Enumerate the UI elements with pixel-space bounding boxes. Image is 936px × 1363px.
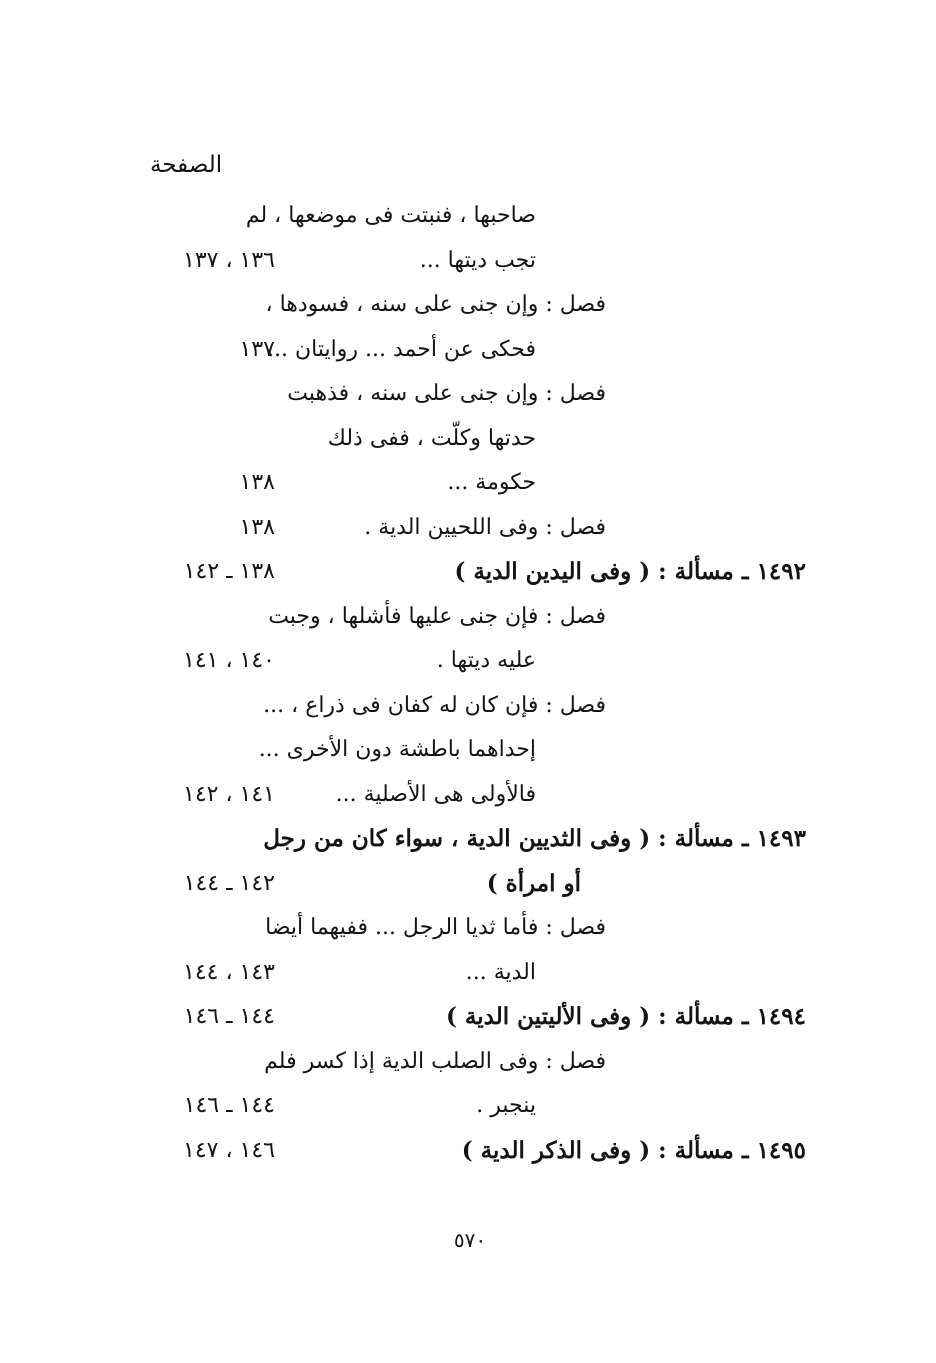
entry-page-ref: ١٣٧ [239, 336, 275, 362]
masala-heading: ١٤٩٤ ـ مسألة : ( وفى الأليتين الدية ) [446, 1003, 806, 1030]
entry-page-ref: ١٣٦ ، ١٣٧ [183, 247, 275, 273]
index-entry-row [0, 240, 936, 285]
index-entry-row [0, 996, 936, 1041]
index-entry-row [0, 373, 936, 418]
entry-page-ref: ١٣٨ [239, 470, 275, 495]
index-entry-row [0, 462, 936, 507]
masala-heading: ١٤٩٣ ـ مسألة : ( وفى الثديين الدية ، سواء كان من رجل [263, 825, 806, 852]
index-entry-row [0, 329, 936, 374]
index-entry-row [0, 640, 936, 685]
entry-text: إحداهما باطشة دون الأخرى ... [258, 737, 536, 762]
index-entry-row [0, 1085, 936, 1130]
index-entry-row [0, 507, 936, 552]
index-entry-row [0, 729, 936, 774]
entry-text: حدتها وكلّت ، ففى ذلك [327, 425, 536, 451]
entry-page-ref: ١٤١ ، ١٤٢ [183, 781, 275, 807]
entry-text: فصل : وإن جنى على سنه ، فذهبت [287, 381, 606, 406]
index-entry-row [0, 952, 936, 997]
entry-page-ref: ١٣٨ [239, 514, 275, 540]
entry-text: فصل : وفى اللحيين الدية . [364, 514, 606, 540]
index-entry-row [0, 195, 936, 240]
entry-text: فصل : فأما ثديا الرجل ... ففيهما أيضا [265, 915, 606, 940]
masala-heading: ١٤٩٢ ـ مسألة : ( وفى اليدين الدية ) [454, 558, 806, 585]
masala-heading: ١٤٩٥ ـ مسألة : ( وفى الذكر الدية ) [461, 1136, 806, 1164]
index-entry-row [0, 418, 936, 463]
index-entry-row [0, 596, 936, 641]
index-entry-row [0, 1130, 936, 1175]
entry-page-ref: ١٤٦ ، ١٤٧ [183, 1137, 275, 1163]
index-entry-row [0, 1041, 936, 1086]
entry-text: صاحبها ، فنبتت فى موضعها ، لم [245, 203, 536, 228]
entry-page-ref: ١٤٤ ـ ١٤٦ [183, 1004, 275, 1029]
index-entry-row [0, 818, 936, 863]
pages-column-header: الصفحة [150, 152, 223, 178]
entry-text: عليه ديتها . [436, 648, 536, 673]
entry-text: فصل : فإن كان له كفان فى ذراع ، ... [263, 692, 606, 718]
entry-text: تجب ديتها ... [419, 247, 536, 273]
index-entry-row [0, 284, 936, 329]
entry-text: فصل : وفى الصلب الدية إذا كسر فلم [264, 1048, 606, 1074]
entry-text: الدية ... [465, 959, 536, 985]
entry-text: فالأولى هى الأصلية ... [335, 781, 536, 807]
entry-text: فصل : وإن جنى على سنه ، فسودها ، [265, 292, 606, 317]
index-entry-row [0, 907, 936, 952]
entry-page-ref: ١٣٨ ـ ١٤٢ [183, 559, 275, 584]
index-entry-row [0, 774, 936, 819]
entry-page-ref: ١٤٢ ـ ١٤٤ [183, 870, 275, 896]
entry-page-ref: ١٤٣ ، ١٤٤ [183, 959, 275, 985]
index-entry-row [0, 551, 936, 596]
entry-page-ref: ١٤٠ ، ١٤١ [183, 648, 275, 673]
page-number: ٥٧٠ [453, 1228, 487, 1252]
index-entry-row [0, 863, 936, 908]
masala-heading: أو امرأة ) [486, 869, 581, 897]
entry-text: ينجبر . [476, 1093, 536, 1118]
index-entries [0, 195, 936, 1174]
index-entry-row [0, 685, 936, 730]
entry-text: فصل : فإن جنى عليها فأشلها ، وجبت [268, 603, 606, 629]
entry-text: فحكى عن أحمد ... روايتان ... [267, 336, 536, 362]
entry-text: حكومة ... [447, 470, 536, 495]
entry-page-ref: ١٤٤ ـ ١٤٦ [183, 1093, 275, 1118]
